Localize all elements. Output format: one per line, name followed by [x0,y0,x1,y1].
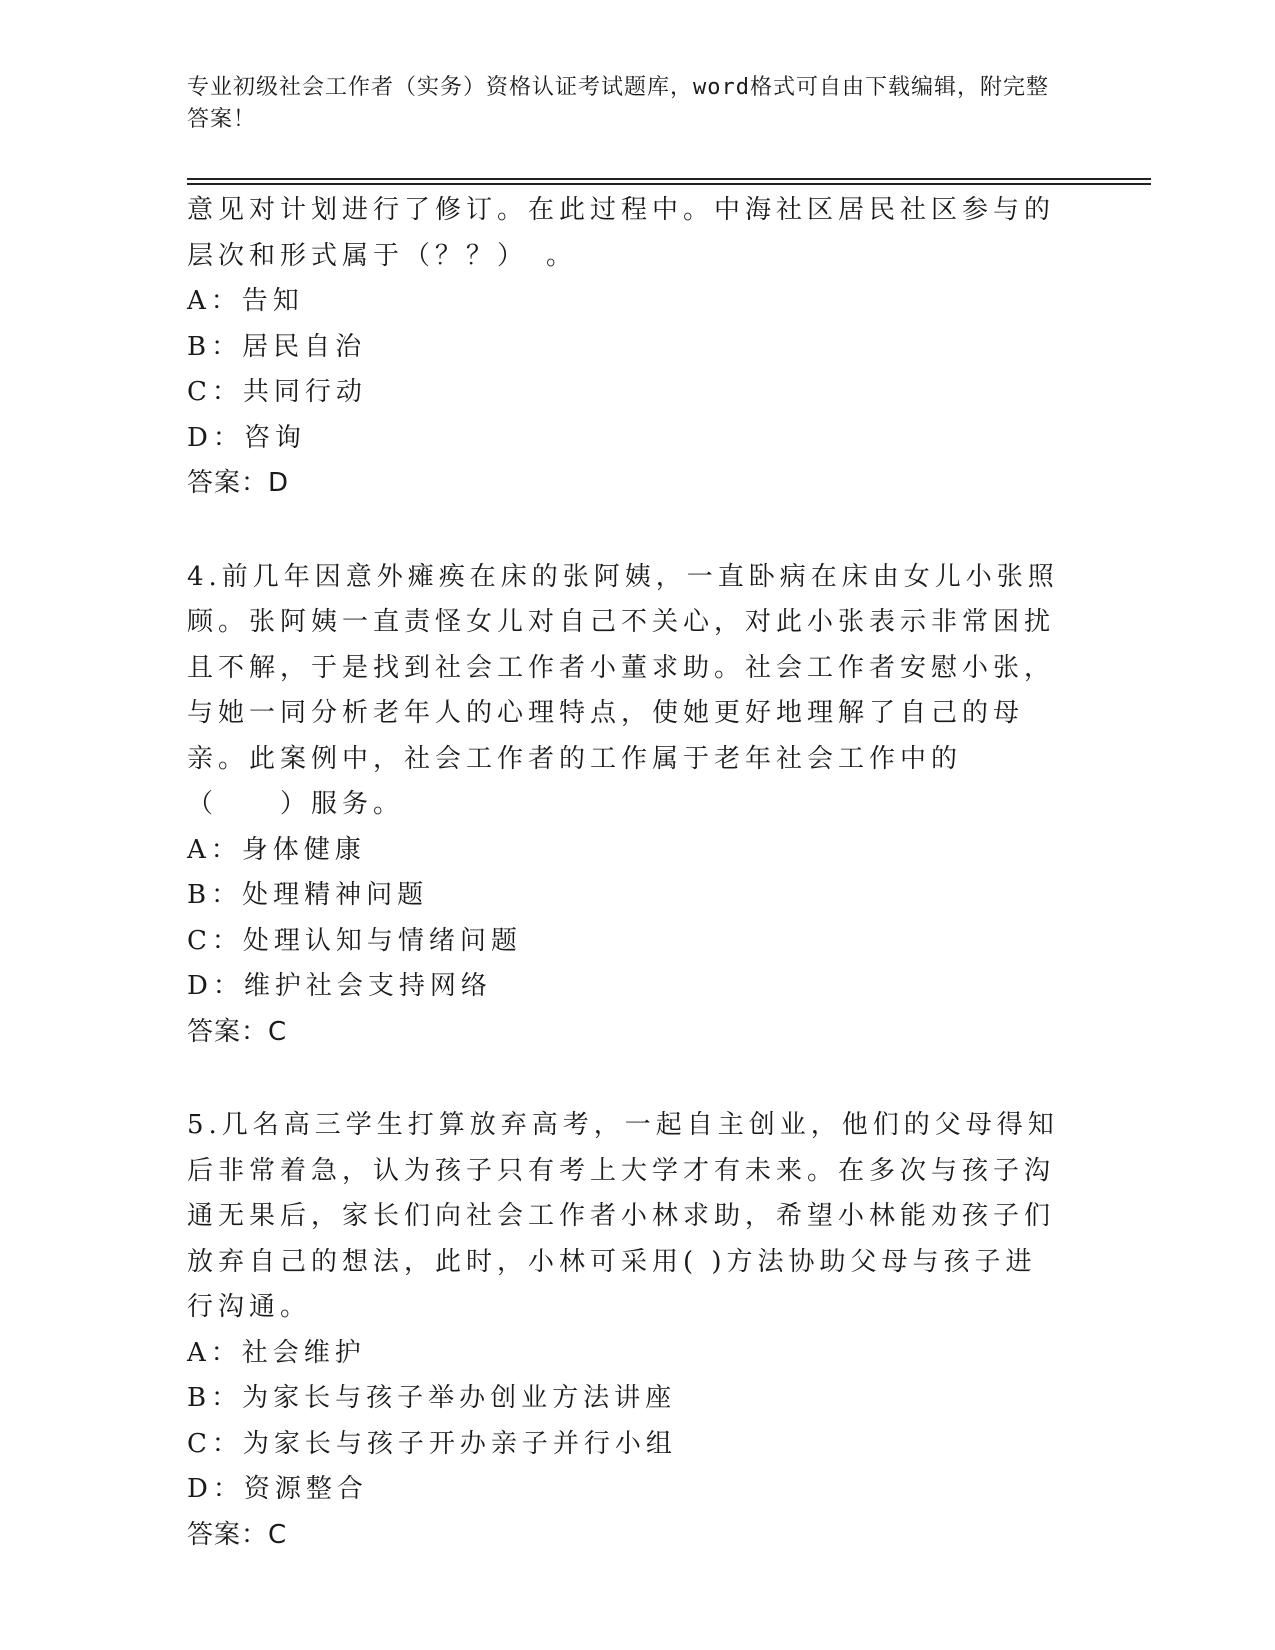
option-a: A：身体健康 [187,834,366,865]
question-block-4 [187,555,1067,1056]
option-b: B：处理精神问题 [187,880,429,910]
option-c: C：共同行动 [187,377,367,407]
option-c: C：为家长与孩子开办亲子并行小组 [187,1428,677,1459]
question-list [187,188,1067,1558]
option-b: B：居民自治 [187,331,367,362]
option-d: D：资源整合 [187,1474,368,1504]
option-d: D：维护社会支持网络 [187,971,492,1001]
question-stem: 4.前几年因意外瘫痪在床的张阿姨，一直卧病在床由女儿小张照顾。张阿姨一直责怪女儿对自己不关心，对此小张表示非常困扰且不解，于是找到社会工作者小董求助。社会工作者安慰小张，与她一同分析老年人的心理特点，使她更好地理解了自己的母亲。此案例中，社会工作者的工作属于老年社会工作中的（ ）服务。 [187,561,1059,819]
option-d: D：咨询 [187,422,306,453]
option-b: B：为家长与孩子举办创业方法讲座 [187,1383,677,1413]
option-c: C：处理认知与情绪问题 [187,925,522,956]
option-a: A：社会维护 [187,1337,366,1368]
question-stem: 意见对计划进行了修订。在此过程中。中海社区居民社区参与的层次和形式属于（？？） 。 [187,195,1056,271]
document-header: 专业初级社会工作者（实务）资格认证考试题库，word格式可自由下载编辑，附完整答案！ [187,75,1049,132]
question-block-3 [187,188,1067,507]
answer-line: 答案：D [187,468,290,498]
option-a: A：告知 [187,286,304,316]
header-divider-top [187,178,1151,180]
header-divider-bottom [187,183,1151,185]
question-stem: 5.几名高三学生打算放弃高考，一起自主创业，他们的父母得知后非常着急，认为孩子只有考上大学才有未来。在多次与孩子沟通无果后，家长们向社会工作者小林求助，希望小林能劝孩子们放弃自己的想法，此时，小林可采用( )方法协助父母与孩子进行沟通。 [187,1110,1059,1322]
answer-line: 答案：C [187,1519,288,1550]
question-block-5 [187,1103,1067,1558]
answer-line: 答案：C [187,1016,288,1047]
